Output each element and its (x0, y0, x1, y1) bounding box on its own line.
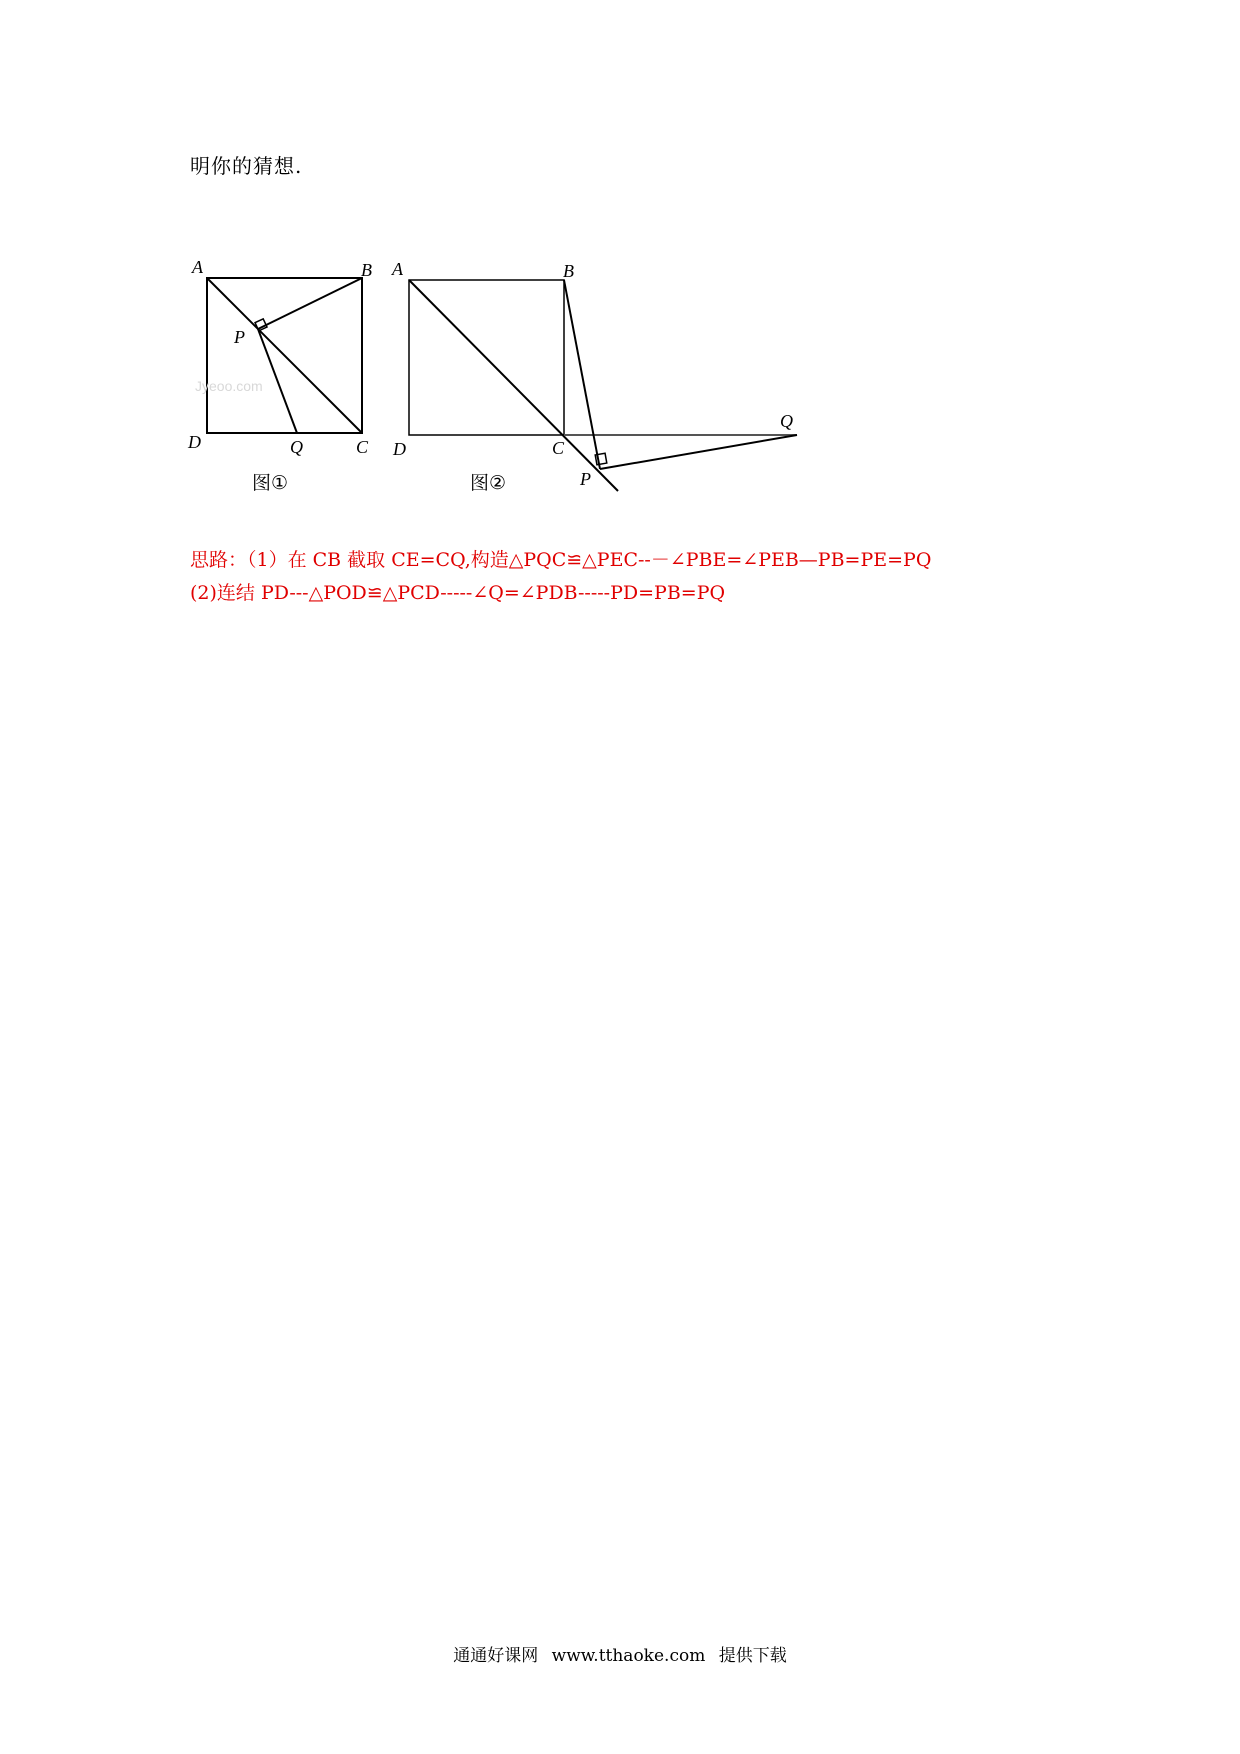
hint-line-2: (2)连结 PD---△POD≌△PCD-----∠Q=∠PDB-----PD=PB=PQ (190, 582, 726, 604)
fig2-right-angle-mark (595, 453, 607, 465)
fig1-watermark: Jyeoo.com (195, 378, 263, 394)
fig2-label-p: P (580, 469, 591, 489)
footer-site-name: 通通好课网 (453, 1646, 539, 1666)
fig1-diagonal-ac (207, 278, 362, 433)
fig2-caption: 图② (470, 472, 507, 494)
figure-1 (187, 257, 372, 494)
fig1-caption: 图① (252, 472, 289, 494)
fig1-segment-pq (258, 329, 297, 433)
fig2-label-a: A (392, 259, 403, 279)
figure-2 (391, 259, 797, 494)
fig1-label-b: B (361, 260, 372, 280)
solution-hint (190, 544, 931, 610)
fig1-label-d: D (188, 432, 201, 452)
fig2-diagonal-extended (409, 280, 618, 491)
fig2-label-c: C (552, 438, 565, 458)
page-footer (0, 1641, 1240, 1666)
fig1-label-p: P (234, 327, 245, 347)
fig2-label-b: B (563, 261, 574, 281)
footer-url: www.tthaoke.com (551, 1646, 706, 1666)
footer-suffix: 提供下载 (718, 1646, 787, 1666)
fig2-segment-pq (600, 435, 797, 469)
fig1-label-a: A (192, 257, 203, 277)
intro-text: 明你的猜想. (190, 154, 303, 178)
geometry-figures (180, 255, 820, 505)
fig2-label-q: Q (780, 411, 793, 431)
fig1-segment-pb (258, 278, 362, 329)
fig2-label-d: D (393, 439, 406, 459)
fig1-label-c: C (356, 437, 369, 457)
hint-line-1: 思路：（1）在 CB 截取 CE=CQ,构造△PQC≌△PEC--－∠PBE=∠PEB—PB=PE=PQ (190, 549, 932, 571)
fig1-label-q: Q (290, 437, 303, 457)
